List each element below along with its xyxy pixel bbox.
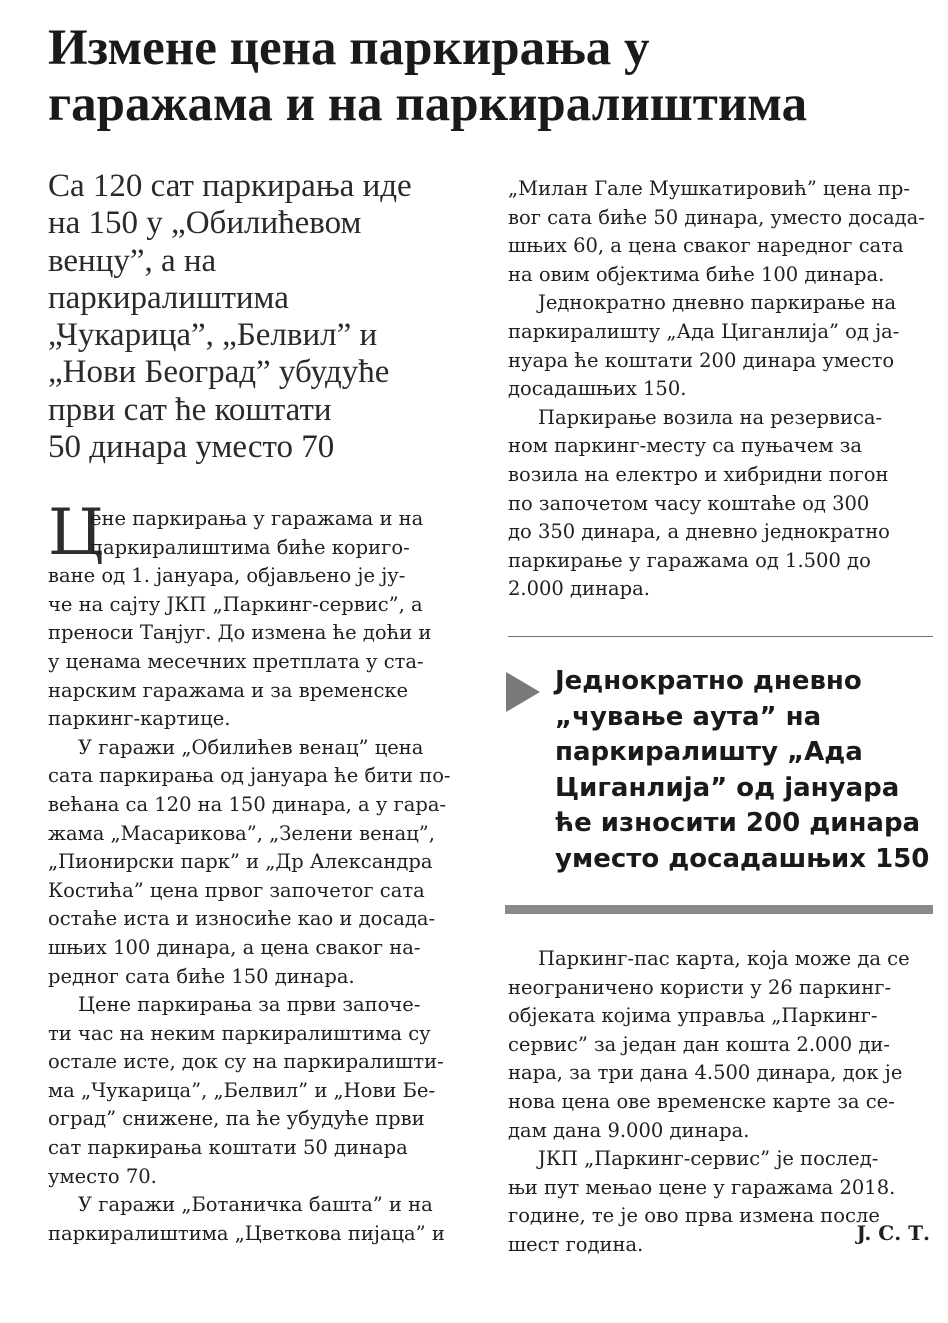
paragraph: [508, 175, 933, 289]
pull-quote-line: ће износити 200 динара: [555, 808, 921, 838]
deck-line: паркиралиштима: [48, 279, 289, 316]
text-line: шњих 100 динара, а цена сваког на-: [48, 935, 421, 959]
triangle-arrow-icon: [506, 672, 540, 712]
separator-rule: [508, 636, 933, 637]
author-signature: J. С. Т.: [856, 1221, 930, 1245]
text-line: „Пионирски парк” и „Др Александра: [48, 850, 433, 874]
text-line: нуара ће коштати 200 динара уместо: [508, 348, 895, 372]
drop-cap: Ц: [48, 496, 104, 570]
text-line: паркиралиштима биће кориго-: [90, 535, 410, 559]
text-line: остале исте, док су на паркиралишти-: [48, 1050, 444, 1074]
text-line: Паркинг-пас карта, која може да се: [538, 947, 910, 970]
text-line: возила на електро и хибридни погон: [508, 462, 889, 486]
deck-line: Са 120 сат паркирања иде: [48, 168, 412, 204]
text-line: шест година.: [508, 1232, 644, 1256]
deck-line: венцу”, а на: [48, 242, 217, 279]
pull-quote-line: паркиралишту „Ада: [555, 737, 863, 767]
paragraph: [508, 289, 933, 403]
text-line: ване од 1. јануара, објављено је ју-: [48, 564, 406, 588]
paragraph: [48, 1191, 478, 1248]
text-line: Једнократно дневно паркирање на: [538, 291, 897, 315]
text-line: на овим објектима биће 100 динара.: [508, 262, 885, 286]
deck-line: „Нови Београд” убудуће: [48, 354, 390, 391]
text-line: ном паркинг-месту са пуњачем за: [508, 434, 862, 458]
text-line: че на сајту ЈКП „Паркинг-сервис”, а: [48, 592, 423, 616]
text-line: „Милан Гале Мушкатировић” цена пр-: [508, 177, 910, 200]
deck-line: први сат ће коштати: [48, 391, 332, 428]
article-headline: [48, 20, 928, 132]
text-line: преноси Танјуг. До измена ће доћи и: [48, 621, 432, 645]
text-line: сата паркирања од јануара ће бити по-: [48, 764, 451, 788]
deck-line: „Чукарица”, „Белвил” и: [48, 317, 378, 354]
text-line: шњих 60, а цена сваког наредног сата: [508, 234, 904, 258]
pull-quote-rule: [505, 905, 933, 914]
text-line: ене паркирања у гаражама и на: [90, 507, 424, 530]
text-line: Паркирање возила на резервиса-: [538, 405, 883, 429]
text-line: нара, за три дана 4.500 динара, док је: [508, 1061, 903, 1085]
pull-quote: [555, 664, 940, 877]
text-line: жама „Масарикова”, „Зелени венац”,: [48, 821, 435, 845]
text-line: ти час на неким паркиралиштима су: [48, 1021, 431, 1045]
deck-line: на 150 у „Обилићевом: [48, 205, 362, 242]
text-line: вог сата биће 50 динара, уместо досада-: [508, 205, 925, 229]
headline-line: Измене цена паркирања у: [48, 20, 650, 76]
pull-quote-line: Једнократно дневно: [555, 666, 862, 696]
deck-line: 50 динара уместо 70: [48, 429, 335, 466]
text-line: паркиралишту „Ада Циганлија” од ја-: [508, 319, 900, 343]
text-line: паркирање у гаражама од 1.500 до: [508, 548, 871, 572]
paragraph: [48, 496, 478, 734]
body-column-right-bottom: [508, 945, 933, 1260]
text-line: нова цена ове временске карте за се-: [508, 1089, 895, 1113]
text-line: досадашњих 150.: [508, 377, 687, 401]
text-line: дам дана 9.000 динара.: [508, 1118, 750, 1142]
paragraph: [508, 404, 933, 604]
text-line: остаће иста и износиће као и досада-: [48, 907, 436, 931]
text-line: ма „Чукарица”, „Белвил” и „Нови Бе-: [48, 1078, 436, 1102]
text-line: паркинг-картице.: [48, 707, 231, 731]
text-line: неограничено користи у 26 паркинг-: [508, 975, 892, 999]
text-line: у ценама месечних претплата у ста-: [48, 649, 424, 673]
body-column-left: [48, 496, 478, 1248]
text-line: године, те је ово прва измена после: [508, 1204, 880, 1228]
body-column-right-top: [508, 175, 933, 604]
text-line: У гаражи „Обилићев венац” цена: [78, 735, 424, 759]
text-line: њи пут мењао цене у гаражама 2018.: [508, 1175, 896, 1199]
text-line: У гаражи „Ботаничка башта” и на: [78, 1193, 433, 1217]
text-line: сат паркирања коштати 50 динара: [48, 1136, 408, 1160]
pull-quote-line: Циганлија” од јануара: [555, 772, 900, 803]
text-line: сервис” за један дан кошта 2.000 ди-: [508, 1032, 890, 1056]
text-line: Цене паркирања за први започе-: [78, 993, 421, 1017]
text-line: већана са 120 на 150 динара, а у гара-: [48, 792, 447, 816]
text-line: ЈКП „Паркинг-сервис” је послед-: [538, 1147, 879, 1171]
text-line: Костића” цена првог започетог сата: [48, 878, 425, 902]
headline-line: гаражама и на паркиралиштима: [48, 76, 808, 132]
text-line: до 350 динара, а дневно једнократно: [508, 520, 890, 544]
text-line: објеката којима управља „Паркинг-: [508, 1004, 878, 1028]
text-line: оград” снижене, па ће убудуће први: [48, 1107, 425, 1131]
text-line: редног сата биће 150 динара.: [48, 964, 355, 988]
text-line: паркиралиштима „Цветкова пијаца” и: [48, 1221, 445, 1245]
text-line: уместо 70.: [48, 1164, 157, 1188]
paragraph: [48, 991, 478, 1191]
text-line: нарским гаражама и за временске: [48, 678, 409, 702]
pull-quote-line: „чување аута” на: [555, 701, 822, 732]
paragraph: [508, 945, 933, 1145]
text-line: по започетом часу коштаће од 300: [508, 491, 870, 515]
article-deck: [48, 168, 478, 466]
pull-quote-line: уместо досадашњих 150: [555, 843, 930, 874]
paragraph: [48, 734, 478, 991]
text-line: 2.000 динара.: [508, 577, 650, 601]
